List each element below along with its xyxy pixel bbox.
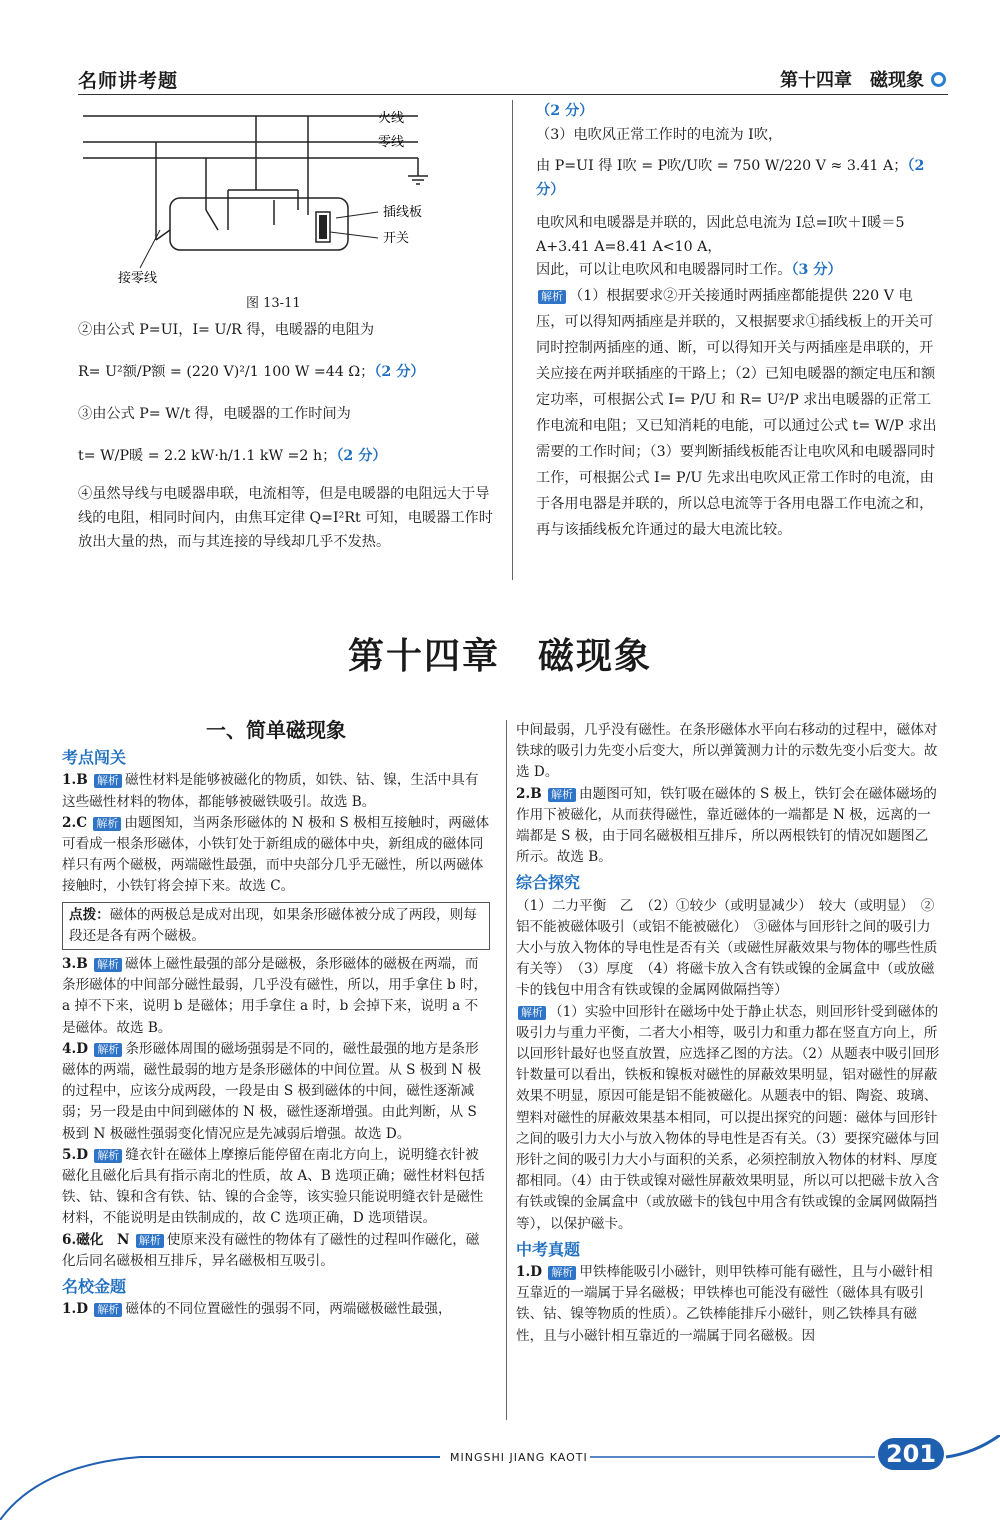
analysis-tag: 解析 (94, 1303, 122, 1317)
header-book-title: 名师讲考题 (78, 70, 179, 92)
formula-time: t= W/P暖 = 2.2 kW·h/1.1 kW =2 h； (78, 448, 337, 464)
label-jielingxian: 接零线 (118, 270, 158, 285)
item-text: 磁体上磁性最强的部分是磁极，条形磁体的磁极在两端，而条形磁体的中间部分磁性最弱，几乎没有磁性，所以，用手拿住 b 时，a 掉不下来，说明 b 是磁体；用手拿住 a 时，b 会掉下来，说明 a 不是磁体。故选 B。 (62, 956, 488, 1036)
item-number: 1.B (62, 772, 88, 789)
analysis-tag: 解析 (548, 1266, 576, 1280)
item-text: 条形磁体周围的磁场强弱是不同的，磁性最强的地方是条形磁体的两端，磁性最弱的地方是条形磁体的中间位置。从 S 极到 N 极的过程中，应该分成两段，一段是由 S 极到磁体的中间，磁性逐渐减弱；另一段是由中间到磁体的 N 极，磁性逐渐增强。由此判断，从 S 极到 N 极磁性强弱变化情况应是先减弱后增强。故选 D。 (62, 1040, 482, 1142)
answer-item (62, 1299, 490, 1320)
answer-item (62, 1145, 490, 1230)
answer-item (516, 1262, 940, 1347)
section-heading: 名校金题 (62, 1277, 127, 1297)
text-para (536, 283, 940, 543)
answer-item (516, 1002, 940, 1235)
item-number: 6.磁化 N (62, 1231, 130, 1248)
score-label: （2 分） (374, 364, 425, 380)
section-heading: 考点闯关 (62, 748, 127, 768)
text-para: 电吹风和电暖器是并联的，因此总电流为 I总=I吹＋I暖＝5 A+3.41 A=8.41 A<10 A， (536, 215, 905, 255)
item-text: 磁性材料是能够被磁化的物质，如铁、钴、镍，生活中具有这些磁性材料的物体，都能够被磁铁吸引。故选 B。 (62, 772, 479, 810)
label-lingxian: 零线 (378, 134, 405, 149)
analysis-tag: 解析 (538, 290, 566, 304)
answer-text: （1）二力平衡 乙 （2）①较少（或明显减少） 较大（或明显） ②铝不能被磁体吸引（或铝不能被磁化） ③磁体与回形针之间的吸引力大小与放入物体的导电性是否有关（或磁性屏蔽效果与物体的哪些性质有关等） （3）厚度 （4）将磁卡放入含有铁或镍的金属盒中（或放磁卡的钱包中用含有铁或镍的金属网做隔挡等） (516, 897, 938, 999)
item-number: 1.D (62, 1301, 88, 1318)
analysis-tag: 解析 (93, 817, 121, 831)
label-kaiguan: 开关 (383, 230, 410, 245)
answer-item (62, 1230, 490, 1272)
text-para (78, 360, 498, 384)
bottom-right-column (516, 720, 940, 1347)
score-label: （2 分） (336, 448, 387, 464)
column-divider (512, 100, 513, 580)
answer-item (516, 784, 940, 869)
chapter-title: 第十四章 磁现象 (347, 636, 652, 677)
item-text: 磁体的不同位置磁性的强弱不同，两端磁极磁性最强， (125, 1301, 452, 1318)
section-heading: 综合探究 (516, 873, 581, 893)
lesson-title: 一、简单磁现象 (206, 718, 346, 742)
tip-label: 点拨： (69, 906, 110, 923)
page-footer (0, 1435, 1000, 1520)
analysis-text: （1）根据要求②开关接通时两插座都能提供 220 V 电压，可以得知两插座是并联的，又根据要求①插线板上的开关可同时控制两插座的通、断，可以得知开关与两插座是串联的，开关应接在两并联插座的干路上；（2）已知电暖器的额定电压和额定功率，可根据公式 I= P/U 和 R= U²/P 求出电暖器的正常工作电流和电阻；又已知消耗的电能，可以通过公式 t= W/P 求出需要的工作时间；（3）要判断插线板能否让电吹风和电暖器同时工作，可根据公式 I= P/U 先求出电吹风正常工作时的电流，由于各用电器是并联的，所以总电流等于各用电器工作电流之和，再与该插线板允许通过的最大电流比较。 (536, 287, 937, 538)
label-chaxianban: 插线板 (383, 204, 423, 219)
formula-resistance: R= U²额/P额 = (220 V)²/1 100 W =44 Ω； (78, 364, 375, 380)
analysis-tag: 解析 (94, 774, 122, 788)
answer-item (62, 954, 490, 1039)
section-heading: 中考真题 (516, 1239, 581, 1259)
page-header (78, 62, 948, 92)
analysis-tag: 解析 (94, 1149, 122, 1163)
header-circle-icon (931, 72, 946, 87)
header-chapter: 第十四章 磁现象 (780, 70, 924, 91)
item-text: 由题图可知，铁钉吸在磁体的 S 极上，铁钉会在磁体磁场的作用下被磁化，从而获得磁性，靠近磁体的一端都是 N 极，远离的一端都是 S 极，由于同名磁极相互排斥，所以两根铁钉的情况如题图乙所示。故选 B。 (516, 785, 937, 866)
score-label: （2 分） (536, 103, 594, 119)
analysis-tag: 解析 (136, 1234, 164, 1248)
tip-text: 磁体的两极总是成对出现，如果条形磁体被分成了两段，则每段还是各有两个磁极。 (69, 906, 477, 944)
analysis-tag: 解析 (94, 958, 122, 972)
formula-current: 由 P=UI 得 I吹 = P吹/U吹 = 750 W/220 V ≈ 3.41 A； (536, 158, 908, 174)
answer-item (62, 770, 490, 812)
conclusion-text: 因此，可以让电吹风和电暖器同时工作。 (536, 262, 792, 278)
text-para: ④虽然导线与电暖器串联，电流相等，但是电暖器的电阻远大于导线的电阻，相同时间内，由焦耳定律 Q=I²Rt 可知，电暖器工作时放出大量的热，而与其连接的导线却几乎不发热。 (78, 486, 493, 550)
figure-caption: 图 13-11 (246, 296, 301, 311)
item-number: 4.D (62, 1040, 88, 1057)
text-para: 中间最弱，几乎没有磁性。在条形磁体水平向右移动的过程中，磁体对铁球的吸引力先变小后变大，所以弹簧测力计的示数先变小后变大。故选 D。 (516, 722, 938, 781)
analysis-tag: 解析 (518, 1006, 546, 1020)
text-para: ②由公式 P=UI，I= U/R 得，电暖器的电阻为 (78, 322, 375, 338)
item-text: 使原来没有磁性的物体有了磁性的过程叫作磁化，磁化后同名磁极相互排斥，异名磁极相互吸引。 (62, 1231, 480, 1269)
label-huoxian: 火线 (378, 110, 405, 125)
tip-box (62, 902, 490, 950)
top-left-column (78, 318, 498, 554)
column-divider (506, 720, 507, 1420)
analysis-tag: 解析 (548, 788, 576, 802)
analysis-tag: 解析 (94, 1043, 122, 1057)
answer-item (62, 813, 490, 898)
text-para (536, 155, 940, 202)
text-para (78, 444, 498, 468)
footer-swoosh (0, 1435, 1000, 1520)
answer-item (62, 1039, 490, 1145)
item-text: 甲铁棒能吸引小磁针，则甲铁棒可能有磁性，且与小磁针相互靠近的一端属于异名磁极；甲铁棒也可能没有磁性（磁体具有吸引铁、钴、镍等物质的性质）。乙铁棒能排斥小磁针，则乙铁棒具有磁性，且与小磁针相互靠近的一端属于同名磁极。因 (516, 1264, 933, 1344)
item-number: 5.D (62, 1146, 88, 1163)
top-right-column (536, 100, 940, 543)
header-rule (78, 94, 948, 95)
item-number: 3.B (62, 956, 88, 973)
page-number: 201 (878, 1438, 944, 1470)
footer-text: MINGSHI JIANG KAOTI (450, 1451, 588, 1464)
item-text: 由题图知，当两条形磁体的 N 极和 S 极相互接触时，两磁体可看成一根条形磁体，小铁钉处于新组成的磁体中央，新组成的磁体同样只有两个磁极，两端磁性最强，而中央部分几乎无磁性，所以两磁体接触时，小铁钉将会掉下来。故选 C。 (62, 814, 490, 895)
item-number: 2.B (516, 785, 542, 802)
text-para (536, 259, 940, 283)
item-text: 缝衣针在磁体上摩擦后能停留在南北方向上，说明缝衣针被磁化且磁化后具有指示南北的性质，故 A、B 选项正确；磁性材料包括铁、钴、镍和含有铁、钴、镍的合金等，该实验只能说明缝衣针是磁性材料，不能说明是由铁制成的，故 C 选项正确，D 选项错误。 (62, 1146, 485, 1227)
item-text: （1）实验中回形针在磁场中处于静止状态，则回形针受到磁体的吸引力与重力平衡，二者大小相等，吸引力和重力都在竖直方向上，所以回形针最好也竖直放置，应选择乙图的方法。（2）从题表中吸引回形针数量可以看出，铁板和镍板对磁性的屏蔽效果明显，铝对磁性的屏蔽效果不明显，原因可能是铝不能被磁化。从题表中的铝、陶瓷、玻璃、塑料对磁性的屏蔽效果基本相同，可以提出探究的问题：磁体与回形针之间的吸引力大小与放入物体的导电性是否有关。（3）要探究磁体与回形针之间的吸引力大小与面积的关系，必须控制放入物体的材料、厚度都相同。（4）由于铁或镍对磁性屏蔽效果明显，所以可以把磁卡放入含有铁或镍的金属盒中（或放磁卡的钱包中用含有铁或镍的金属网做隔挡等），以保护磁卡。 (516, 1003, 940, 1232)
circuit-figure (78, 100, 498, 290)
item-number: 1.D (516, 1264, 542, 1281)
bottom-left-column (62, 720, 490, 1320)
score-label: （2 分） (536, 158, 925, 198)
text-para: （3）电吹风正常工作时的电流为 I吹， (536, 126, 783, 143)
score-label: （3 分） (791, 262, 842, 278)
item-number: 2.C (62, 814, 88, 831)
text-para: ③由公式 P= W/t 得，电暖器的工作时间为 (78, 406, 351, 422)
